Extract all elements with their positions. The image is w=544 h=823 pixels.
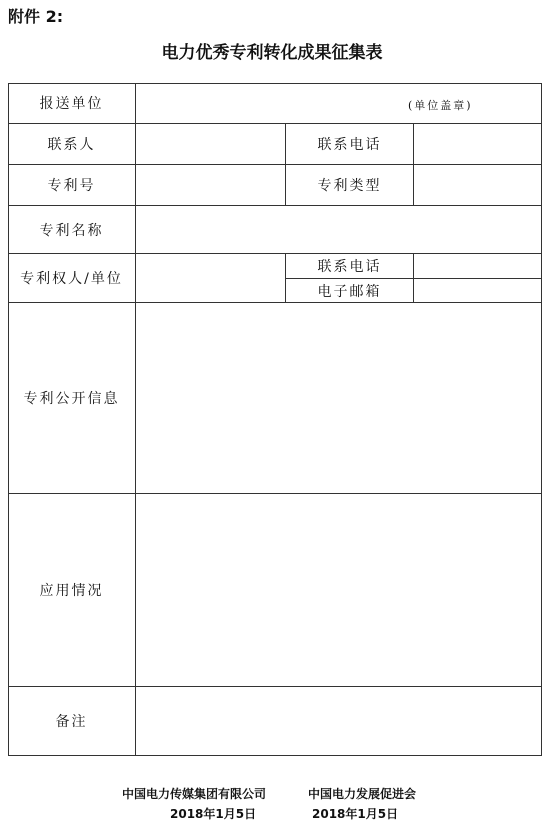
footer-date-1: 2018年1月5日 — [170, 807, 257, 821]
patent-name-label: 专利名称 — [39, 222, 104, 239]
contact-phone-label: 联系电话 — [317, 137, 382, 153]
remarks-field[interactable] — [136, 687, 541, 755]
patent-number-field[interactable] — [136, 165, 285, 205]
patent-type-field[interactable] — [414, 165, 541, 205]
footer-date-2: 2018年1月5日 — [312, 807, 399, 821]
patent-number-label: 专利号 — [47, 178, 96, 194]
patentee-email-field[interactable] — [414, 279, 541, 302]
footer-org-1: 中国电力传媒集团有限公司 — [122, 787, 267, 801]
contact-phone-field[interactable] — [414, 124, 541, 164]
patentee-label: 专利权人/单位 — [20, 271, 123, 287]
disclosure-info-label: 专利公开信息 — [23, 391, 120, 407]
submitting-unit-label: 报送单位 — [39, 96, 104, 112]
contact-person-field[interactable] — [136, 124, 285, 164]
patent-type-label: 专利类型 — [317, 178, 382, 194]
disclosure-info-field[interactable] — [136, 303, 541, 493]
patent-name-field[interactable] — [136, 206, 541, 253]
patentee-phone-field[interactable] — [414, 254, 541, 278]
patentee-phone-label: 联系电话 — [317, 259, 382, 275]
patentee-email-label: 电子邮箱 — [317, 283, 382, 300]
footer-org-2: 中国电力发展促进会 — [308, 787, 417, 801]
form-title: 电力优秀专利转化成果征集表 — [161, 43, 383, 63]
attachment-label: 附件 2: — [8, 7, 64, 26]
seal-note: (单位盖章) — [408, 99, 473, 112]
application-label: 应用情况 — [39, 583, 104, 599]
contact-person-label: 联系人 — [47, 137, 96, 153]
application-field[interactable] — [136, 494, 541, 686]
patent-collection-form — [8, 83, 542, 756]
remarks-label: 备注 — [55, 714, 88, 730]
patentee-field[interactable] — [136, 254, 285, 302]
submitting-unit-field[interactable] — [136, 83, 541, 123]
